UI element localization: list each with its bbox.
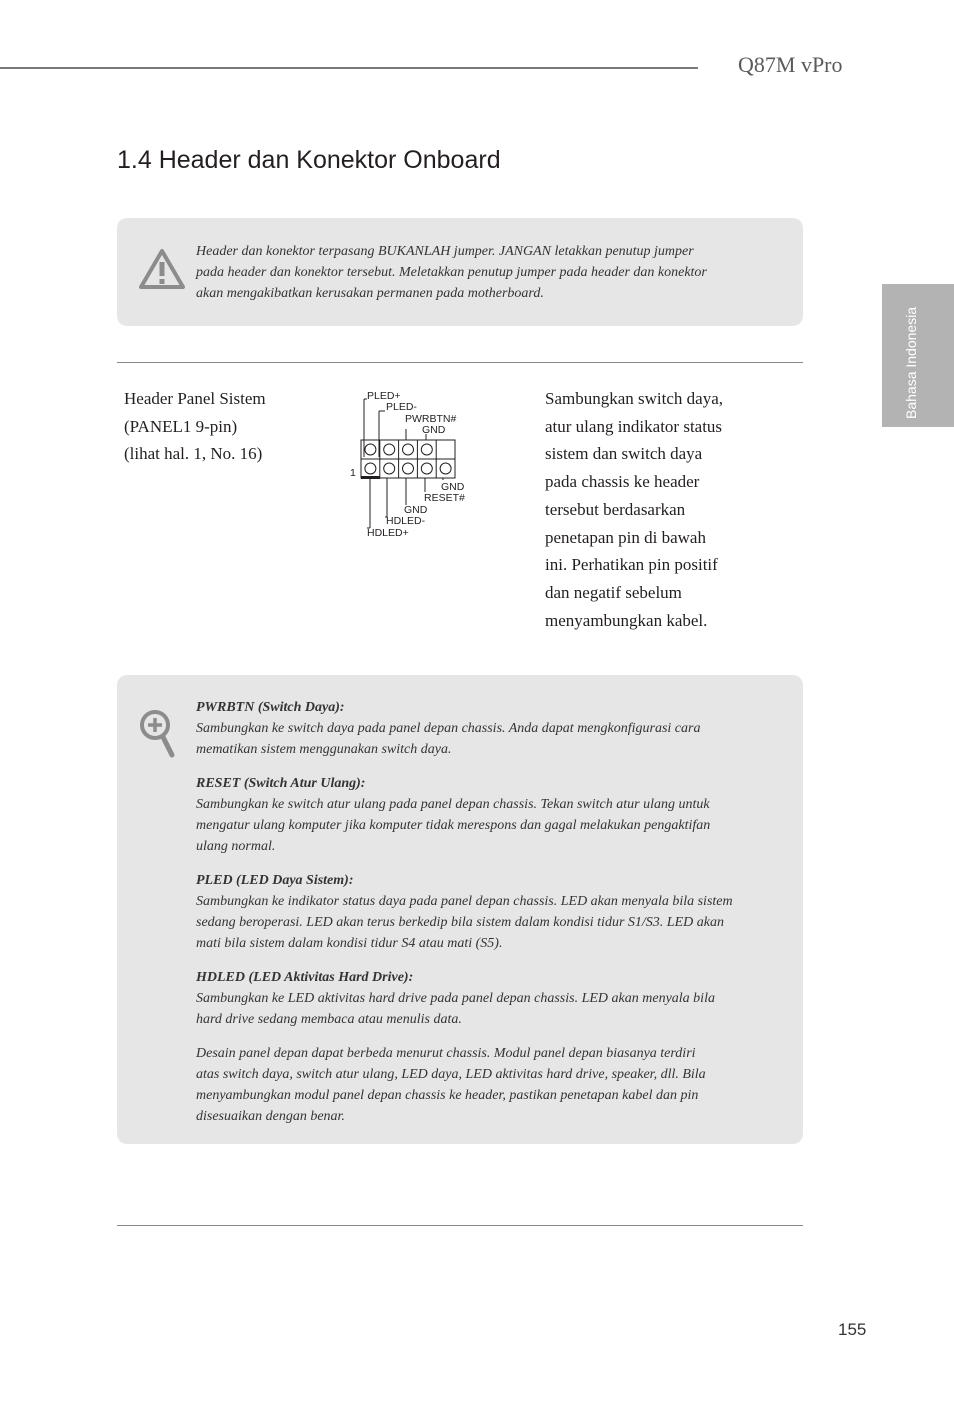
description-line: penetapan pin di bawah	[545, 527, 706, 547]
note-heading: RESET (Switch Atur Ulang):	[196, 776, 366, 791]
note-line: Sambungkan ke switch atur ulang pada panel depan chassis. Tekan switch atur ulang untuk	[196, 797, 710, 812]
caution-line: Header dan konektor terpasang BUKANLAH jumper. JANGAN letakkan penutup jumper	[196, 244, 694, 259]
note-line: Sambungkan ke switch daya pada panel depan chassis. Anda dapat mengkonfigurasi cara	[196, 721, 701, 736]
pin-label-pled-minus: PLED-	[386, 401, 417, 413]
pin-label-reset: RESET#	[424, 492, 465, 504]
pin-label-hdled-minus: HDLED-	[386, 515, 426, 527]
pin-label-gnd-right: GND	[441, 481, 465, 493]
header-label-line: (lihat hal. 1, No. 16)	[124, 444, 263, 463]
section-divider	[117, 362, 803, 363]
page-number: 155	[838, 1320, 867, 1339]
product-name: Q87M vPro	[738, 52, 843, 77]
pin-label-pwrbtn: PWRBTN#	[405, 413, 457, 425]
description-line: pada chassis ke header	[545, 472, 700, 492]
note-item-pled	[196, 870, 761, 954]
header-rule	[0, 67, 698, 69]
note-line: disesuaikan dengan benar.	[196, 1109, 345, 1124]
note-line: Desain panel depan dapat berbeda menurut chassis. Modul panel depan biasanya terdiri	[196, 1046, 696, 1061]
language-tab-label: Bahasa Indonesia	[903, 306, 919, 419]
pin-label-pled-plus: PLED+	[367, 390, 401, 402]
note-closing	[196, 1043, 761, 1127]
pin-label-gnd-bottom: GND	[404, 504, 428, 516]
header-label	[124, 385, 266, 468]
note-line: sedang beroperasi. LED akan terus berkedip bila sistem dalam kondisi tidur S1/S3. LED akan	[196, 915, 724, 930]
note-line: atas switch daya, switch atur ulang, LED daya, LED aktivitas hard drive, speaker, dll. Bila	[196, 1067, 706, 1082]
header-label-line: Header Panel Sistem	[124, 389, 266, 408]
note-item-pwrbtn	[196, 697, 761, 760]
description-line: Sambungkan switch daya,	[545, 389, 723, 408]
pin-label-gnd-top: GND	[422, 424, 446, 436]
note-line: mati bila sistem dalam kondisi tidur S4 atau mati (S5).	[196, 936, 503, 951]
note-heading: PLED (LED Daya Sistem):	[196, 873, 354, 888]
note-line: hard drive sedang membaca atau menulis data.	[196, 1012, 462, 1027]
note-content	[196, 697, 761, 1140]
panel1-pin-diagram	[345, 386, 485, 541]
description-line: dan negatif sebelum	[545, 582, 682, 602]
note-line: Sambungkan ke LED aktivitas hard drive pada panel depan chassis. LED akan menyala bila	[196, 991, 715, 1006]
note-line: Sambungkan ke indikator status daya pada panel depan chassis. LED akan menyala bila sistem	[196, 894, 733, 909]
header-label-line: (PANEL1 9-pin)	[124, 416, 238, 436]
warning-triangle-icon	[138, 248, 186, 290]
description-line: atur ulang indikator status	[545, 416, 723, 436]
caution-line: akan mengakibatkan kerusakan permanen pada motherboard.	[196, 286, 544, 301]
section-title: 1.4 Header dan Konektor Onboard	[117, 146, 501, 174]
pin-label-pin1: 1	[350, 467, 356, 479]
note-item-reset	[196, 773, 761, 857]
header-description	[545, 385, 760, 634]
language-side-tab	[882, 284, 954, 427]
description-line: ini. Perhatikan pin positif	[545, 555, 718, 575]
note-line: ulang normal.	[196, 839, 276, 854]
caution-text	[196, 241, 756, 304]
note-line: mengatur ulang komputer jika komputer tidak merespons dan gagal melakukan pengaktifan	[196, 818, 711, 833]
note-line: mematikan sistem menggunakan switch daya.	[196, 742, 452, 757]
note-item-hdled	[196, 967, 761, 1030]
note-heading: HDLED (LED Aktivitas Hard Drive):	[196, 970, 414, 985]
pin-label-hdled-plus: HDLED+	[367, 527, 409, 539]
note-line: menyambungkan modul panel depan chassis ke header, pastikan penetapan kabel dan pin	[196, 1088, 699, 1103]
description-line: tersebut berdasarkan	[545, 499, 686, 519]
description-line: menyambungkan kabel.	[545, 610, 708, 630]
description-line: sistem dan switch daya	[545, 444, 703, 464]
note-heading: PWRBTN (Switch Daya):	[196, 700, 345, 715]
footer-divider	[117, 1225, 803, 1226]
caution-line: pada header dan konektor tersebut. Meletakkan penutup jumper pada header dan konektor	[196, 265, 707, 280]
magnifier-plus-icon	[138, 708, 178, 760]
